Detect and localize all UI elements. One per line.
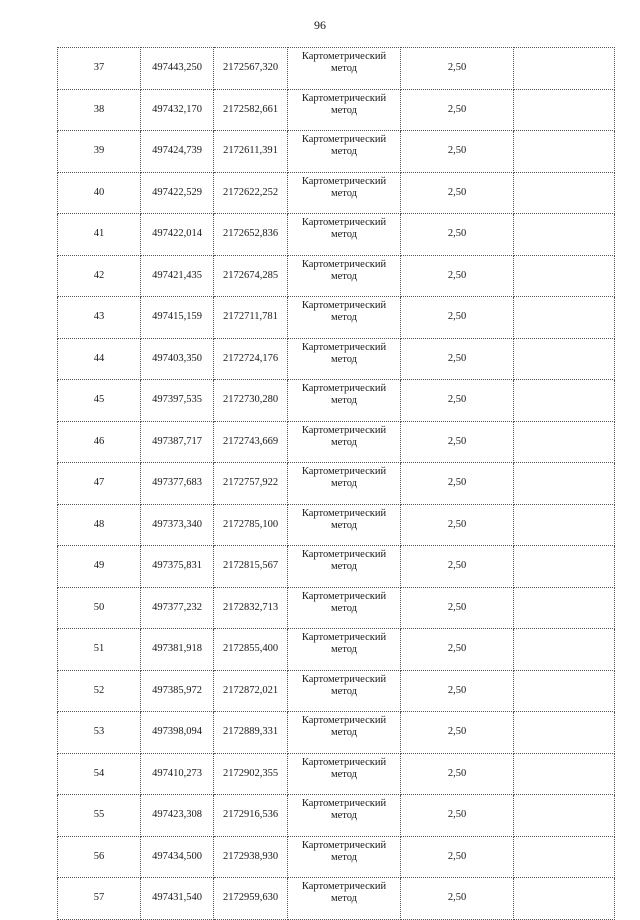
point-number-cell: 39 [58,131,141,173]
coordinate-x-cell: 497432,170 [141,89,214,131]
accuracy-cell: 2,50 [401,629,514,671]
coordinate-y-cell: 2172902,355 [214,753,288,795]
note-cell [514,712,615,754]
table-row [58,795,615,837]
point-number-cell: 45 [58,380,141,422]
point-number-cell: 49 [58,546,141,588]
method-cell: Картометрический метод [288,89,401,131]
coordinate-y-cell: 2172730,280 [214,380,288,422]
coordinate-x-cell: 497421,435 [141,255,214,297]
point-number-cell: 38 [58,89,141,131]
note-cell [514,172,615,214]
accuracy-cell: 2,50 [401,297,514,339]
coordinate-y-cell: 2172855,400 [214,629,288,671]
accuracy-cell: 2,50 [401,712,514,754]
note-cell [514,255,615,297]
accuracy-cell: 2,50 [401,878,514,920]
coordinate-x-cell: 497387,717 [141,421,214,463]
table-row [58,89,615,131]
method-cell: Картометрический метод [288,712,401,754]
coordinate-y-cell: 2172938,930 [214,836,288,878]
method-cell: Картометрический метод [288,629,401,671]
method-cell: Картометрический метод [288,131,401,173]
table-row [58,338,615,380]
coordinate-x-cell: 497403,350 [141,338,214,380]
coordinate-y-cell: 2172611,391 [214,131,288,173]
note-cell [514,587,615,629]
note-cell [514,48,615,90]
coordinate-x-cell: 497434,500 [141,836,214,878]
method-cell: Картометрический метод [288,463,401,505]
note-cell [514,214,615,256]
accuracy-cell: 2,50 [401,172,514,214]
point-number-cell: 54 [58,753,141,795]
coordinates-table-body [58,48,615,920]
coordinate-x-cell: 497377,232 [141,587,214,629]
coordinate-x-cell: 497423,308 [141,795,214,837]
coordinate-y-cell: 2172959,630 [214,878,288,920]
method-cell: Картометрический метод [288,878,401,920]
coordinate-x-cell: 497424,739 [141,131,214,173]
accuracy-cell: 2,50 [401,795,514,837]
method-cell: Картометрический метод [288,338,401,380]
coordinate-x-cell: 497415,159 [141,297,214,339]
method-cell: Картометрический метод [288,504,401,546]
note-cell [514,546,615,588]
note-cell [514,504,615,546]
table-row [58,48,615,90]
accuracy-cell: 2,50 [401,587,514,629]
coordinate-x-cell: 497398,094 [141,712,214,754]
coordinates-table [57,47,615,920]
coordinate-y-cell: 2172711,781 [214,297,288,339]
point-number-cell: 50 [58,587,141,629]
table-row [58,131,615,173]
table-row [58,504,615,546]
table-row [58,587,615,629]
point-number-cell: 46 [58,421,141,463]
table-row [58,463,615,505]
coordinate-x-cell: 497385,972 [141,670,214,712]
method-cell: Картометрический метод [288,297,401,339]
coordinate-x-cell: 497422,014 [141,214,214,256]
table-row [58,297,615,339]
note-cell [514,338,615,380]
point-number-cell: 47 [58,463,141,505]
note-cell [514,878,615,920]
coordinate-x-cell: 497375,831 [141,546,214,588]
method-cell: Картометрический метод [288,172,401,214]
note-cell [514,463,615,505]
note-cell [514,131,615,173]
method-cell: Картометрический метод [288,421,401,463]
table-row [58,421,615,463]
note-cell [514,753,615,795]
coordinate-y-cell: 2172652,836 [214,214,288,256]
note-cell [514,670,615,712]
accuracy-cell: 2,50 [401,463,514,505]
page-number: 96 [314,18,326,32]
method-cell: Картометрический метод [288,753,401,795]
point-number-cell: 37 [58,48,141,90]
coordinate-y-cell: 2172743,669 [214,421,288,463]
method-cell: Картометрический метод [288,380,401,422]
coordinate-y-cell: 2172724,176 [214,338,288,380]
accuracy-cell: 2,50 [401,836,514,878]
coordinate-x-cell: 497443,250 [141,48,214,90]
table-row [58,670,615,712]
table-row [58,546,615,588]
method-cell: Картометрический метод [288,587,401,629]
accuracy-cell: 2,50 [401,89,514,131]
table-row [58,172,615,214]
accuracy-cell: 2,50 [401,255,514,297]
accuracy-cell: 2,50 [401,338,514,380]
note-cell [514,380,615,422]
table-row [58,712,615,754]
table-row [58,753,615,795]
accuracy-cell: 2,50 [401,131,514,173]
coordinate-y-cell: 2172622,252 [214,172,288,214]
accuracy-cell: 2,50 [401,380,514,422]
table-row [58,255,615,297]
method-cell: Картометрический метод [288,214,401,256]
note-cell [514,629,615,671]
coordinate-y-cell: 2172674,285 [214,255,288,297]
table-row [58,836,615,878]
point-number-cell: 52 [58,670,141,712]
method-cell: Картометрический метод [288,795,401,837]
point-number-cell: 55 [58,795,141,837]
point-number-cell: 44 [58,338,141,380]
point-number-cell: 48 [58,504,141,546]
coordinate-y-cell: 2172832,713 [214,587,288,629]
coordinate-x-cell: 497381,918 [141,629,214,671]
accuracy-cell: 2,50 [401,670,514,712]
coordinate-x-cell: 497397,535 [141,380,214,422]
coordinate-y-cell: 2172582,661 [214,89,288,131]
accuracy-cell: 2,50 [401,753,514,795]
point-number-cell: 53 [58,712,141,754]
accuracy-cell: 2,50 [401,504,514,546]
table-row [58,214,615,256]
coordinate-x-cell: 497377,683 [141,463,214,505]
method-cell: Картометрический метод [288,836,401,878]
note-cell [514,297,615,339]
method-cell: Картометрический метод [288,670,401,712]
point-number-cell: 40 [58,172,141,214]
point-number-cell: 56 [58,836,141,878]
accuracy-cell: 2,50 [401,214,514,256]
coordinate-x-cell: 497422,529 [141,172,214,214]
note-cell [514,795,615,837]
coordinate-x-cell: 497373,340 [141,504,214,546]
coordinate-y-cell: 2172757,922 [214,463,288,505]
table-row [58,878,615,920]
table-row [58,380,615,422]
accuracy-cell: 2,50 [401,421,514,463]
coordinate-y-cell: 2172567,320 [214,48,288,90]
note-cell [514,89,615,131]
method-cell: Картометрический метод [288,546,401,588]
method-cell: Картометрический метод [288,255,401,297]
coordinate-y-cell: 2172785,100 [214,504,288,546]
point-number-cell: 42 [58,255,141,297]
accuracy-cell: 2,50 [401,546,514,588]
coordinate-x-cell: 497431,540 [141,878,214,920]
accuracy-cell: 2,50 [401,48,514,90]
note-cell [514,421,615,463]
coordinate-y-cell: 2172889,331 [214,712,288,754]
note-cell [514,836,615,878]
coordinate-y-cell: 2172872,021 [214,670,288,712]
point-number-cell: 43 [58,297,141,339]
method-cell: Картометрический метод [288,48,401,90]
point-number-cell: 41 [58,214,141,256]
point-number-cell: 51 [58,629,141,671]
coordinate-y-cell: 2172916,536 [214,795,288,837]
coordinate-y-cell: 2172815,567 [214,546,288,588]
point-number-cell: 57 [58,878,141,920]
table-row [58,629,615,671]
coordinate-x-cell: 497410,273 [141,753,214,795]
